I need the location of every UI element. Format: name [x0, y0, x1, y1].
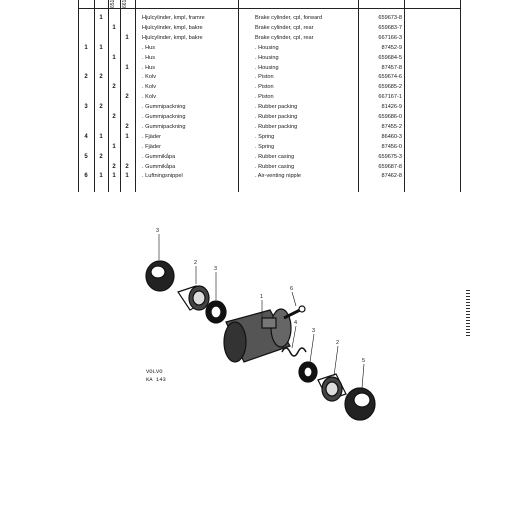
- swedish-description: Hjulcylinder, kmpl, bakre: [142, 34, 203, 41]
- quantity-cell: 2: [112, 114, 116, 120]
- quantity-cell: 2: [99, 74, 103, 81]
- diagram-callout: 3: [312, 328, 316, 334]
- part-number: 86460-3: [381, 133, 402, 140]
- table-row: [0, 153, 512, 162]
- table-row: [0, 143, 512, 152]
- diagram-caption: KA 143: [146, 376, 166, 383]
- diagram-callout: 3: [156, 228, 160, 234]
- table-row: [0, 163, 512, 172]
- swedish-description: . Gummikåpa: [142, 153, 176, 160]
- quantity-cell: 4: [84, 133, 88, 140]
- quantity-cell: 1: [112, 24, 116, 31]
- swedish-description: . Kolv: [142, 94, 156, 101]
- diagram-callout: 6: [290, 286, 294, 292]
- quantity-cell: 2: [99, 153, 103, 160]
- swedish-description: . Kolv: [142, 74, 156, 81]
- english-description: . Rubber casing: [255, 163, 295, 170]
- english-description: . Piston: [255, 94, 274, 101]
- quantity-cell: 1: [99, 15, 103, 21]
- cylinder-housing: [224, 309, 291, 362]
- english-description: . Rubber packing: [255, 114, 298, 120]
- part-number: 659673-8: [378, 15, 402, 21]
- quantity-cell: 1: [84, 44, 88, 51]
- diagram-callout: 2: [194, 260, 198, 266]
- english-description: . Piston: [255, 74, 274, 81]
- rubber-packing-right: [299, 362, 317, 382]
- table-row: [0, 103, 512, 112]
- spring: [282, 348, 306, 356]
- quantity-cell: 2: [125, 94, 129, 101]
- quantity-cell: 1: [125, 64, 129, 71]
- swedish-description: . Hus: [142, 44, 156, 51]
- quantity-cell: 2: [84, 74, 88, 81]
- quantity-cell: 2: [125, 163, 129, 170]
- english-description: . Piston: [255, 84, 274, 91]
- part-number: 87456-0: [381, 143, 402, 150]
- rubber-packing-left: [206, 301, 226, 323]
- quantity-cell: 5: [84, 153, 88, 160]
- swedish-description: . Kolv: [142, 84, 156, 91]
- quantity-cell: 1: [112, 173, 116, 180]
- table-row: [0, 34, 512, 43]
- swedish-description: Hjulcylinder, kmpl, framre: [142, 15, 205, 21]
- swedish-description: . Hus: [142, 64, 156, 71]
- part-number: 81426-9: [381, 104, 402, 111]
- swedish-description: Hjulcylinder, kmpl, bakre: [142, 24, 203, 31]
- part-number: 659674-6: [378, 74, 402, 81]
- margin-scan-mark: [466, 290, 470, 338]
- piston-right: [318, 374, 346, 401]
- swedish-description: . Gummipackning: [142, 114, 186, 120]
- quantity-cell: 1: [99, 173, 103, 180]
- part-number: 87452-9: [381, 44, 402, 51]
- table-row: [0, 133, 512, 142]
- diagram-callout: 3: [214, 266, 218, 272]
- part-number: 87462-8: [381, 173, 402, 180]
- table-row: [0, 14, 512, 23]
- quantity-cell: 2: [125, 123, 129, 130]
- diagram-callout: 2: [336, 340, 340, 346]
- table-row: [0, 64, 512, 73]
- quantity-cell: 1: [112, 54, 116, 61]
- part-number: 659686-0: [378, 114, 402, 120]
- english-description: . Rubber packing: [255, 123, 298, 130]
- rubber-casing-left: [146, 261, 174, 291]
- swedish-description: . Gummipackning: [142, 123, 186, 130]
- swedish-description: . Hus: [142, 54, 156, 61]
- quantity-cell: 1: [112, 143, 116, 150]
- table-row: [0, 44, 512, 53]
- table-row: [0, 172, 512, 181]
- piston-left: [178, 286, 209, 310]
- part-number: 659675-3: [378, 153, 402, 160]
- english-description: . Spring: [255, 133, 275, 140]
- part-number: 659687-8: [378, 163, 402, 170]
- part-number: 659684-5: [378, 54, 402, 61]
- english-description: . Rubber packing: [255, 104, 298, 111]
- swedish-description: . Luftningsnippel: [142, 173, 183, 180]
- part-number: 87455-2: [381, 123, 402, 130]
- english-description: . Spring: [255, 143, 275, 150]
- table-row: [0, 83, 512, 92]
- quantity-cell: 3: [84, 104, 88, 111]
- quantity-cell: 2: [112, 163, 116, 170]
- table-row: [0, 123, 512, 132]
- english-description: Brake cylinder, cpl, rear: [255, 34, 314, 41]
- diagram-caption: VOLVO: [146, 368, 163, 375]
- english-description: . Housing: [255, 54, 279, 61]
- column-header: 651: [110, 0, 116, 8]
- english-description: . Housing: [255, 44, 279, 51]
- english-description: . Housing: [255, 64, 279, 71]
- swedish-description: . Fjäder: [142, 143, 161, 150]
- swedish-description: . Gummikåpa: [142, 163, 176, 170]
- diagram-callout: 1: [260, 294, 264, 300]
- quantity-cell: 1: [125, 34, 129, 41]
- part-number: 659683-7: [378, 24, 402, 31]
- table-row: [0, 24, 512, 33]
- part-number: 667166-3: [378, 34, 402, 41]
- english-description: Brake cylinder, cpl, rear: [255, 24, 314, 31]
- table-row: [0, 93, 512, 102]
- quantity-cell: 1: [99, 133, 103, 140]
- quantity-cell: 2: [99, 104, 103, 111]
- english-description: . Rubber casing: [255, 153, 295, 160]
- diagram-callout: 5: [362, 358, 366, 364]
- english-description: Brake cylinder, cpl, forward: [255, 15, 323, 21]
- quantity-cell: 6: [84, 173, 88, 180]
- table-row: [0, 54, 512, 63]
- column-header: 661: [122, 0, 128, 8]
- swedish-description: . Fjäder: [142, 133, 161, 140]
- swedish-description: . Gummipackning: [142, 104, 186, 111]
- air-venting-nipple: [284, 306, 305, 318]
- part-number: 659685-2: [378, 84, 402, 91]
- table-top-rule: [78, 8, 460, 9]
- quantity-cell: 1: [99, 44, 103, 51]
- table-row: [0, 73, 512, 82]
- quantity-cell: 2: [112, 84, 116, 91]
- rubber-casing-right: [345, 388, 375, 420]
- quantity-cell: 1: [125, 133, 129, 140]
- part-number: 87457-8: [381, 64, 402, 71]
- english-description: . Air-venting nipple: [255, 173, 302, 180]
- diagram-callout: 4: [294, 320, 298, 326]
- quantity-cell: 1: [125, 173, 129, 180]
- part-number: 667167-1: [378, 94, 402, 101]
- table-row: [0, 113, 512, 122]
